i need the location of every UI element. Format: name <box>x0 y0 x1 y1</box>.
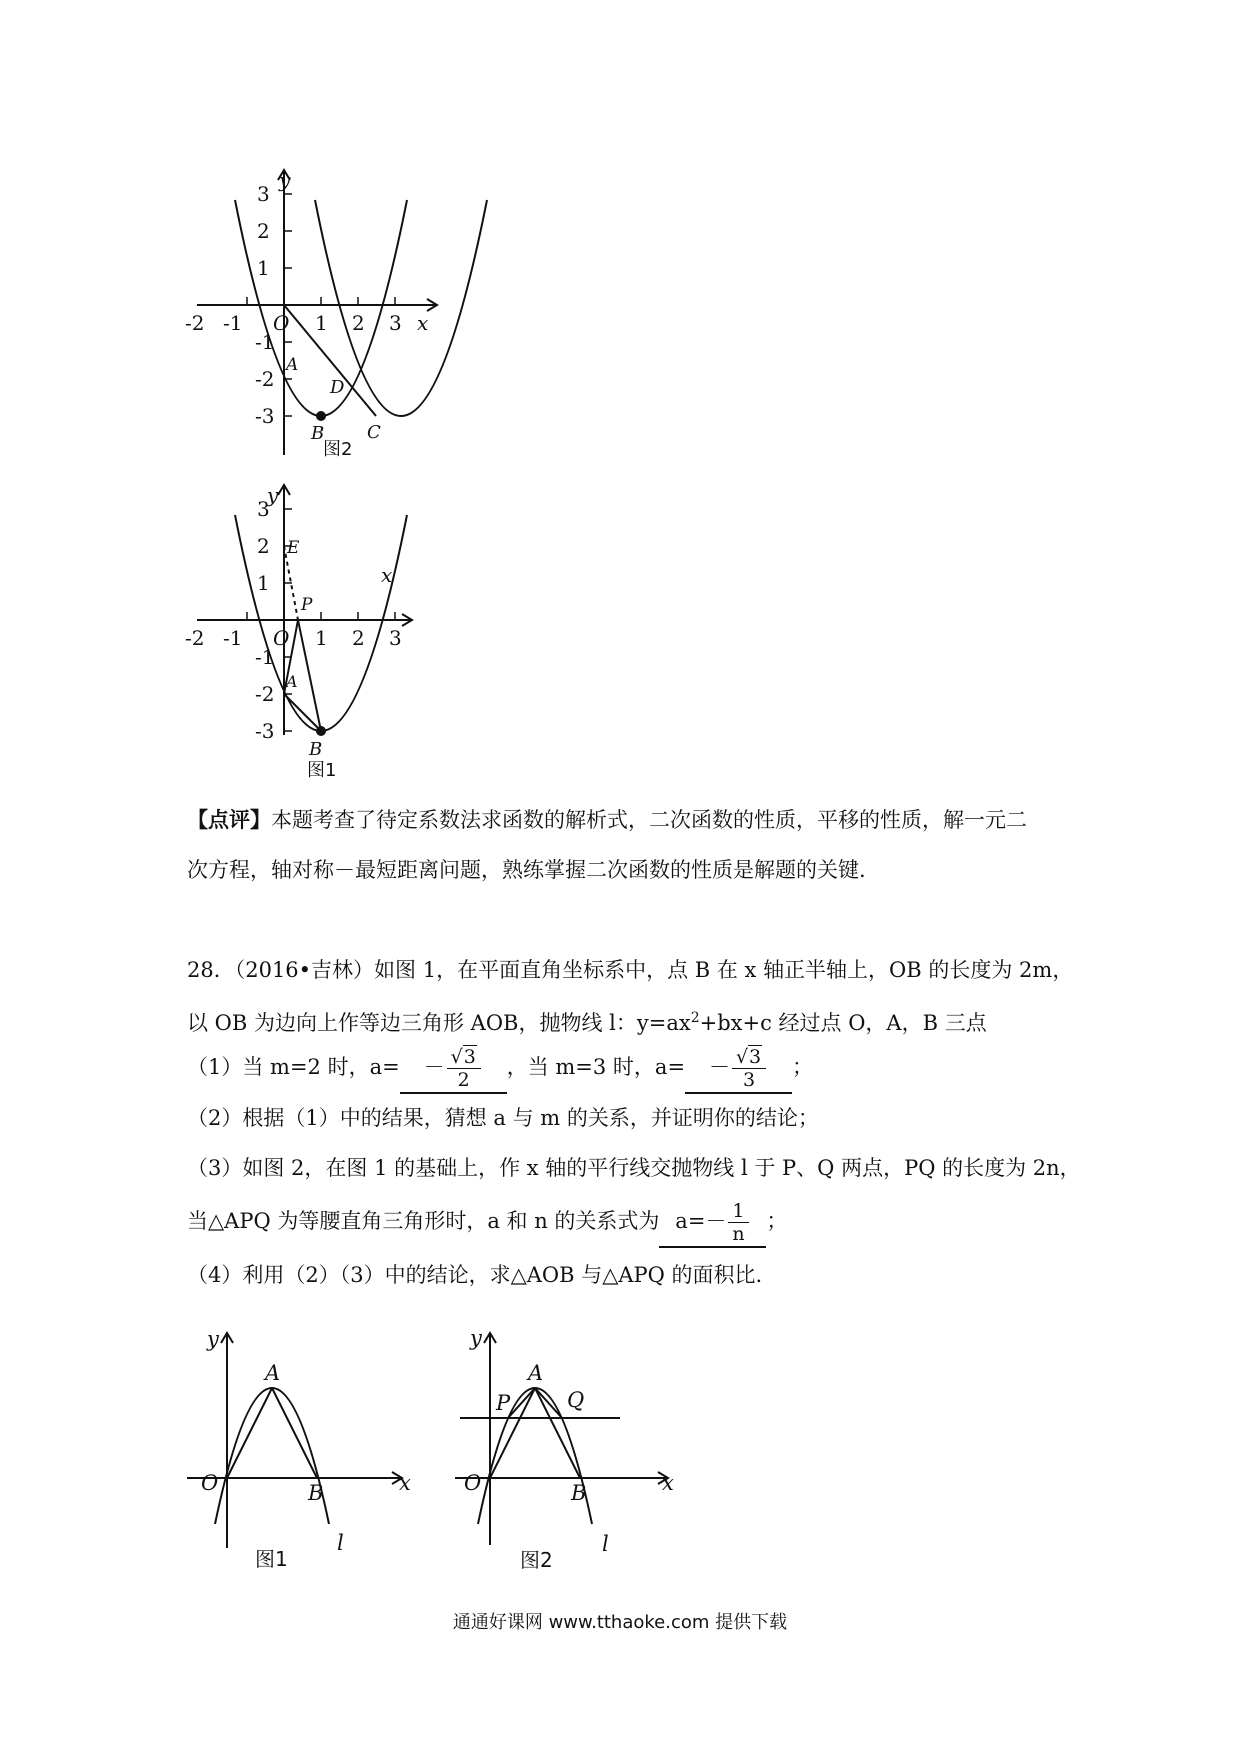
question-28-line-1: 28．（2016•吉林）如图 1，在平面直角坐标系中，点 B 在 x 轴正半轴上，OB 的长度为 2m， <box>187 958 1074 982</box>
tick-y-2: 2 <box>257 219 270 243</box>
tick-y-neg3: -3 <box>255 404 275 428</box>
point-B-label: B <box>308 1481 324 1505</box>
origin-label: O <box>464 1471 482 1495</box>
graph-top-fig2 <box>187 165 452 460</box>
tick-y-1: 1 <box>257 256 270 280</box>
figure-caption: 图2 <box>520 1548 553 1572</box>
point-A-label: A <box>265 1361 281 1385</box>
answer-blank-2: － $\frac{√3}{3}$ <box>685 1042 792 1094</box>
figure-top-fig1 <box>187 480 422 785</box>
curve-l-label: l <box>337 1531 344 1555</box>
fraction-3: $\frac{1}{n}$ <box>728 1200 748 1245</box>
tick-x-neg2: -2 <box>185 626 205 650</box>
figure-caption: 图2 <box>323 439 353 460</box>
fraction-2: $\frac{√3}{3}$ <box>732 1046 766 1091</box>
point-B-label: B <box>571 1481 587 1505</box>
q-line2-sup: 2 <box>690 1010 700 1026</box>
tick-y-neg1: -1 <box>255 645 275 669</box>
tick-y-1: 1 <box>257 571 270 595</box>
point-B-label: B <box>311 423 325 444</box>
point-B-dot <box>316 726 326 736</box>
graph-top-fig1 <box>187 480 422 785</box>
y-axis-label: y <box>279 168 291 192</box>
y-axis-label: y <box>207 1327 219 1351</box>
figure-q28-fig2 <box>450 1315 680 1580</box>
tick-x-neg1: -1 <box>223 626 243 650</box>
point-Q-label: Q <box>567 1388 585 1412</box>
question-part-2: （2）根据（1）中的结果，猜想 a 与 m 的关系，并证明你的结论； <box>187 1106 819 1130</box>
point-P-label: P <box>301 595 313 615</box>
y-axis-label: y <box>470 1326 482 1350</box>
point-B-label: B <box>309 739 323 760</box>
comment-line-1 <box>187 795 1027 845</box>
question-part-3-line-1: （3）如图 2，在图 1 的基础上，作 x 轴的平行线交抛物线 l 于 P、Q 两点，PQ 的长度为 2n， <box>187 1156 1081 1180</box>
page-footer: 通通好课网 www.tthaoke.com 提供下载 <box>452 1612 788 1633</box>
comment-tag: 【点评】 <box>187 807 271 832</box>
x-axis-label: x <box>381 563 393 587</box>
tick-y-neg1: -1 <box>255 330 275 354</box>
tick-x-neg2: -2 <box>185 311 205 335</box>
origin-label: O <box>201 1471 219 1495</box>
q-line2-part2: +bx+c 经过点 O，A，B 三点 <box>699 1011 987 1035</box>
tick-y-neg3: -3 <box>255 719 275 743</box>
point-A-label: A <box>286 355 299 375</box>
tick-y-3: 3 <box>257 497 270 521</box>
tick-x-2: 2 <box>352 311 365 335</box>
origin-label: O <box>273 311 290 335</box>
point-A-label: A <box>286 672 298 691</box>
q-line2-part1: 以 OB 为边向上作等边三角形 AOB，抛物线 l：y=ax <box>187 1011 691 1035</box>
tick-y-3: 3 <box>257 182 270 206</box>
x-axis-label: x <box>399 1471 411 1495</box>
y-axis-label: y <box>267 483 279 507</box>
figure-q28-fig1 <box>187 1318 422 1578</box>
x-axis-label: x <box>417 311 429 335</box>
tick-x-1: 1 <box>315 311 328 335</box>
point-B-dot <box>316 411 326 421</box>
figure-top-fig2 <box>187 165 452 460</box>
tick-x-neg1: -1 <box>223 311 243 335</box>
tick-y-neg2: -2 <box>255 682 275 706</box>
comment-line-2: 次方程，轴对称－最短距离问题，熟练掌握二次函数的性质是解题的关键. <box>187 858 866 882</box>
part1-text-a: （1）当 m=2 时，a= <box>187 1055 400 1079</box>
tick-x-3: 3 <box>389 626 402 650</box>
segment-OA <box>227 1388 272 1478</box>
point-P-label: P <box>496 1391 511 1415</box>
segment-AB <box>272 1388 317 1478</box>
point-C-label: C <box>367 422 381 443</box>
part3-text-b: ； <box>766 1209 788 1233</box>
graph-q28-fig2 <box>450 1315 680 1580</box>
tick-x-2: 2 <box>352 626 365 650</box>
question-part-4: （4）利用（2）（3）中的结论，求△AOB 与△APQ 的面积比. <box>187 1263 763 1287</box>
point-E-label: E <box>287 538 300 558</box>
x-axis-label: x <box>662 1471 674 1495</box>
part1-text-b: ，当 m=3 时，a= <box>506 1055 686 1079</box>
graph-q28-fig1 <box>187 1318 422 1578</box>
tick-y-2: 2 <box>257 534 270 558</box>
curve-l-label: l <box>602 1532 609 1556</box>
tick-x-3: 3 <box>389 311 402 335</box>
comment-text-1: 本题考查了待定系数法求函数的解析式，二次函数的性质，平移的性质，解一元二 <box>271 808 1027 832</box>
question-28-line-2 <box>187 993 987 1048</box>
tick-y-neg2: -2 <box>255 367 275 391</box>
answer-blank-3: a=－ $\frac{1}{n}$ <box>659 1196 766 1248</box>
point-A-label: A <box>528 1361 544 1385</box>
figure-caption: 图1 <box>307 760 337 781</box>
part1-text-c: ； <box>792 1055 814 1079</box>
question-part-3-line-2 <box>187 1196 787 1248</box>
part3-text-a: 当△APQ 为等腰直角三角形时，a 和 n 的关系式为 <box>187 1209 660 1233</box>
question-part-1 <box>187 1042 813 1094</box>
point-D-label: D <box>330 377 345 398</box>
answer-blank-1: － $\frac{√3}{2}$ <box>400 1042 507 1094</box>
fraction-1: $\frac{√3}{2}$ <box>447 1046 481 1091</box>
origin-label: O <box>273 626 290 650</box>
figure-caption: 图1 <box>255 1547 288 1571</box>
tick-x-1: 1 <box>315 626 328 650</box>
